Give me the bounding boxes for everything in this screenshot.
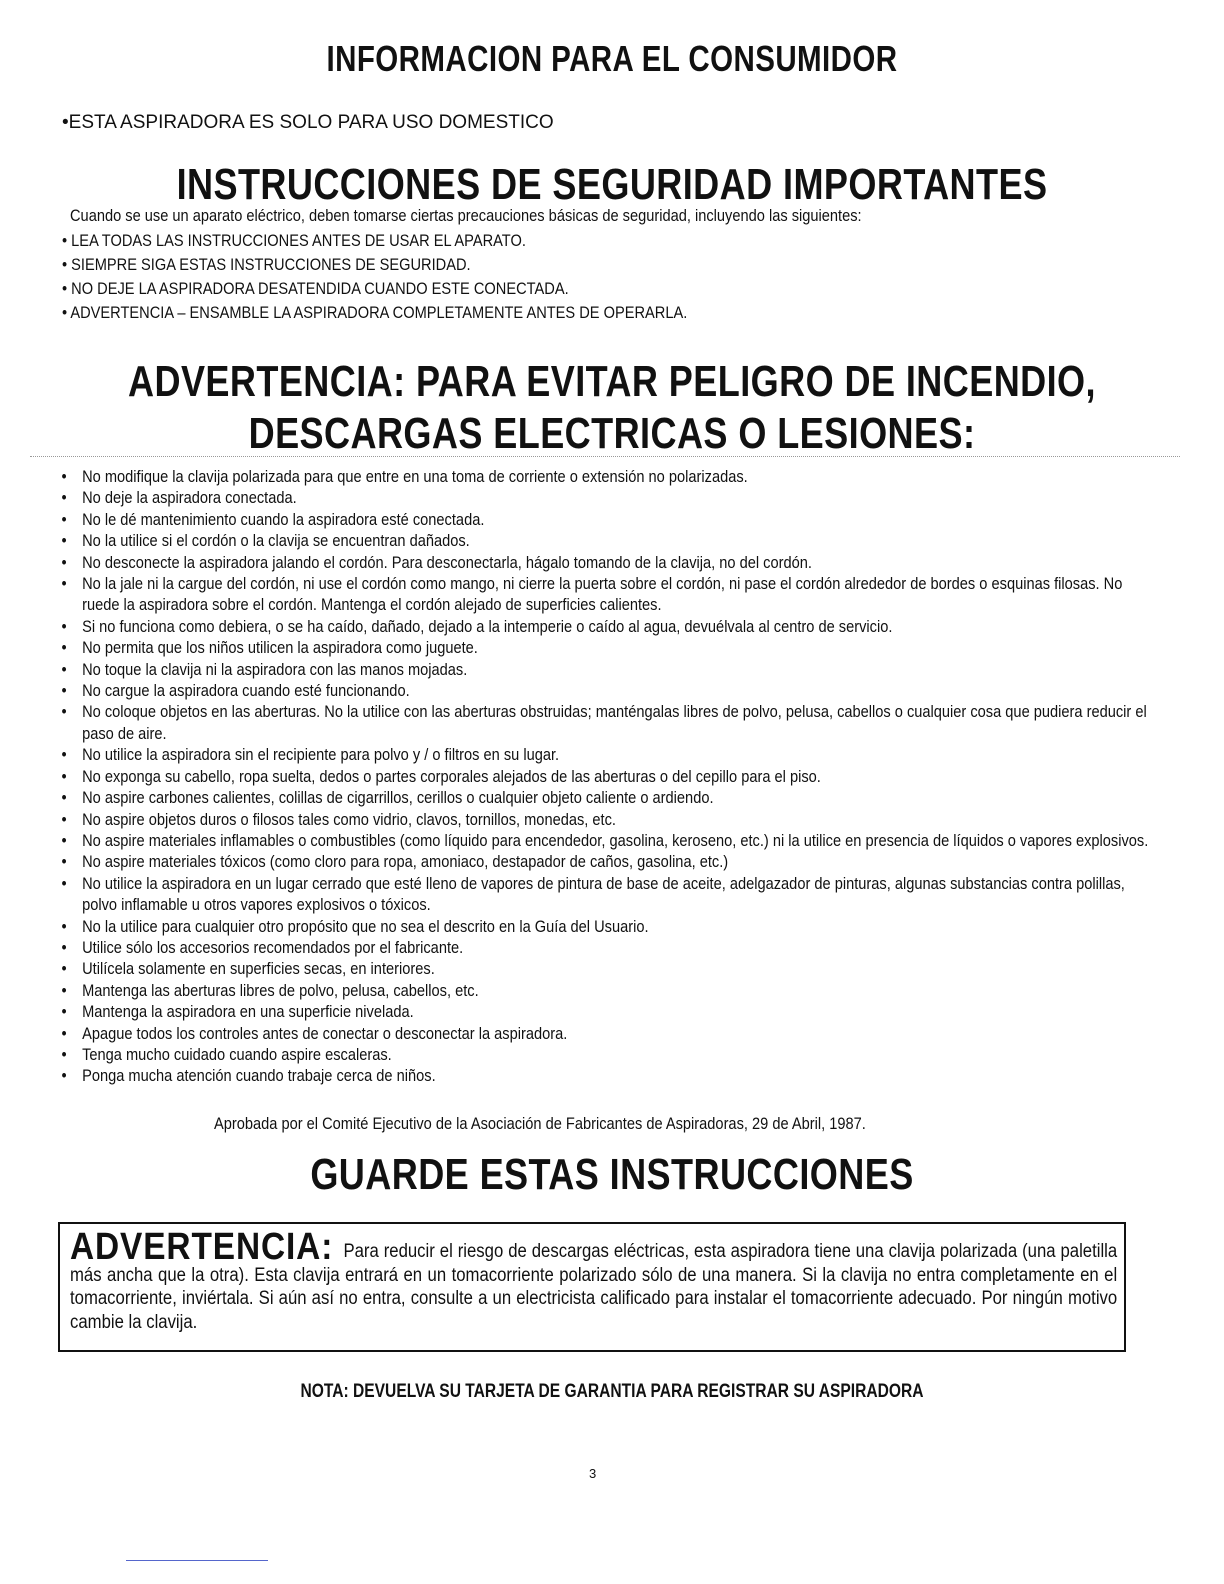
warning-item: • No modifique la clavija polarizada para que entre en una toma de corriente o extensión no polarizadas. xyxy=(58,466,1150,487)
warning-item: • No permita que los niños utilicen la aspiradora como juguete. xyxy=(58,637,1150,658)
warning-item: • No la jale ni la cargue del cordón, ni use el cordón como mango, ni cierre la puerta sobre el cordón, ni pase el cordón alrededor de bordes o esquinas filosas. No ruede la aspiradora sobre el cordón. Mantenga el cordón alejado de superficies calientes. xyxy=(58,573,1150,616)
safety-item: • ADVERTENCIA – ENSAMBLE LA ASPIRADORA COMPLETAMENTE ANTES DE OPERARLA. xyxy=(62,303,688,322)
warning-item: • No utilice la aspiradora sin el recipiente para polvo y / o filtros en su lugar. xyxy=(58,744,1150,765)
warning-item: • No utilice la aspiradora en un lugar cerrado que esté lleno de vapores de pintura de base de aceite, adelgazador de pinturas, algunas substancias contra polillas, polvo inflamable u otros vapores explosivos o tóxicos. xyxy=(58,873,1150,916)
section-divider xyxy=(30,456,1180,457)
warning-item: • No le dé mantenimiento cuando la aspiradora esté conectada. xyxy=(58,509,1150,530)
warning-item: • No aspire carbones calientes, colillas de cigarrillos, cerillos o cualquier objeto caliente o ardiendo. xyxy=(58,787,1150,808)
warning-item: • No aspire objetos duros o filosos tales como vidrio, clavos, tornillos, monedas, etc. xyxy=(58,809,1150,830)
safety-item: • NO DEJE LA ASPIRADORA DESATENDIDA CUANDO ESTE CONECTADA. xyxy=(62,279,569,298)
warning-item: • No la utilice para cualquier otro propósito que no sea el descrito en la Guía del Usuario. xyxy=(58,916,1150,937)
warning-item: • Mantenga la aspiradora en una superficie nivelada. xyxy=(58,1001,1150,1022)
warning-list xyxy=(58,466,1150,1087)
warning-item: • Utilícela solamente en superficies secas, en interiores. xyxy=(58,958,1150,979)
warning-item: • Apague todos los controles antes de conectar o desconectar la aspiradora. xyxy=(58,1023,1150,1044)
warning-item: • No deje la aspiradora conectada. xyxy=(58,487,1150,508)
consumer-note: •ESTA ASPIRADORA ES SOLO PARA USO DOMESTICO xyxy=(62,112,554,133)
warning-box-text xyxy=(70,1226,1118,1334)
warning-item: • No toque la clavija ni la aspiradora con las manos mojadas. xyxy=(58,659,1150,680)
warning-item: • No cargue la aspiradora cuando esté funcionando. xyxy=(58,680,1150,701)
warning-item: • No aspire materiales inflamables o combustibles (como líquido para encendedor, gasolina, keroseno, etc.) ni la utilice en presencia de líquidos o vapores explosivos. xyxy=(58,830,1150,851)
warning-item: • No coloque objetos en las aberturas. No la utilice con las aberturas obstruidas; manténgalas libres de polvo, pelusa, cabellos o cualquier cosa que pudiera reducir el paso de aire. xyxy=(58,701,1150,744)
polarized-plug-warning-box xyxy=(58,1222,1126,1352)
safety-item: • SIEMPRE SIGA ESTAS INSTRUCCIONES DE SEGURIDAD. xyxy=(62,255,471,274)
warning-item: • No aspire materiales tóxicos (como cloro para ropa, amoniaco, destapador de caños, gasolina, etc.) xyxy=(58,851,1150,872)
warning-heading-line1: ADVERTENCIA: PARA EVITAR PELIGRO DE INCENDIO, xyxy=(128,357,1096,406)
approval-note: Aprobada por el Comité Ejecutivo de la Asociación de Fabricantes de Aspiradoras, 29 de Abril, 1987. xyxy=(214,1114,866,1133)
warning-item: • No desconecte la aspiradora jalando el cordón. Para desconectarla, hágalo tomando de la clavija, no del cordón. xyxy=(58,552,1150,573)
warning-box-label: ADVERTENCIA: xyxy=(70,1226,334,1268)
safety-heading: INSTRUCCIONES DE SEGURIDAD IMPORTANTES xyxy=(176,160,1048,209)
safety-item: • LEA TODAS LAS INSTRUCCIONES ANTES DE USAR EL APARATO. xyxy=(62,231,526,250)
warning-item: • No exponga su cabello, ropa suelta, dedos o partes corporales alejados de las aberturas o del cepillo para el piso. xyxy=(58,766,1150,787)
safety-list xyxy=(62,229,687,325)
warning-heading-line2: DESCARGAS ELECTRICAS O LESIONES: xyxy=(248,409,976,458)
warning-item: • No la utilice si el cordón o la clavija se encuentran dañados. xyxy=(58,530,1150,551)
warning-item: • Tenga mucho cuidado cuando aspire escaleras. xyxy=(58,1044,1150,1065)
warning-item: • Mantenga las aberturas libres de polvo, pelusa, cabellos, etc. xyxy=(58,980,1150,1001)
warning-item: • Utilice sólo los accesorios recomendados por el fabricante. xyxy=(58,937,1150,958)
save-instructions-heading: GUARDE ESTAS INSTRUCCIONES xyxy=(310,1150,914,1199)
warning-box-body: Para reducir el riesgo de descargas eléctricas, esta aspiradora tiene una clavija polarizada (una paletilla más ancha que la otra). Esta clavija entrará en un tomacorriente polarizado sólo de una manera. Si la clavija no entra completamente en el tomacorriente, inviértala. Si aún así no entra, consulte a un electricista calificado para instalar el tomacorriente adecuado. Por ningún motivo cambie la clavija. xyxy=(70,1241,1118,1333)
warning-item: • Si no funciona como debiera, o se ha caído, dañado, dejado a la intemperie o caído al agua, devuélvala al centro de servicio. xyxy=(58,616,1150,637)
warning-item: • Ponga mucha atención cuando trabaje cerca de niños. xyxy=(58,1065,1150,1086)
warranty-note: NOTA: DEVUELVA SU TARJETA DE GARANTIA PARA REGISTRAR SU ASPIRADORA xyxy=(300,1381,924,1402)
safety-intro: Cuando se use un aparato eléctrico, deben tomarse ciertas precauciones básicas de seguridad, incluyendo las siguientes: xyxy=(70,206,862,225)
page-title: INFORMACION PARA EL CONSUMIDOR xyxy=(326,38,898,79)
page-number: 3 xyxy=(589,1466,597,1481)
warning-heading xyxy=(110,356,1114,460)
footer-line xyxy=(126,1560,268,1561)
